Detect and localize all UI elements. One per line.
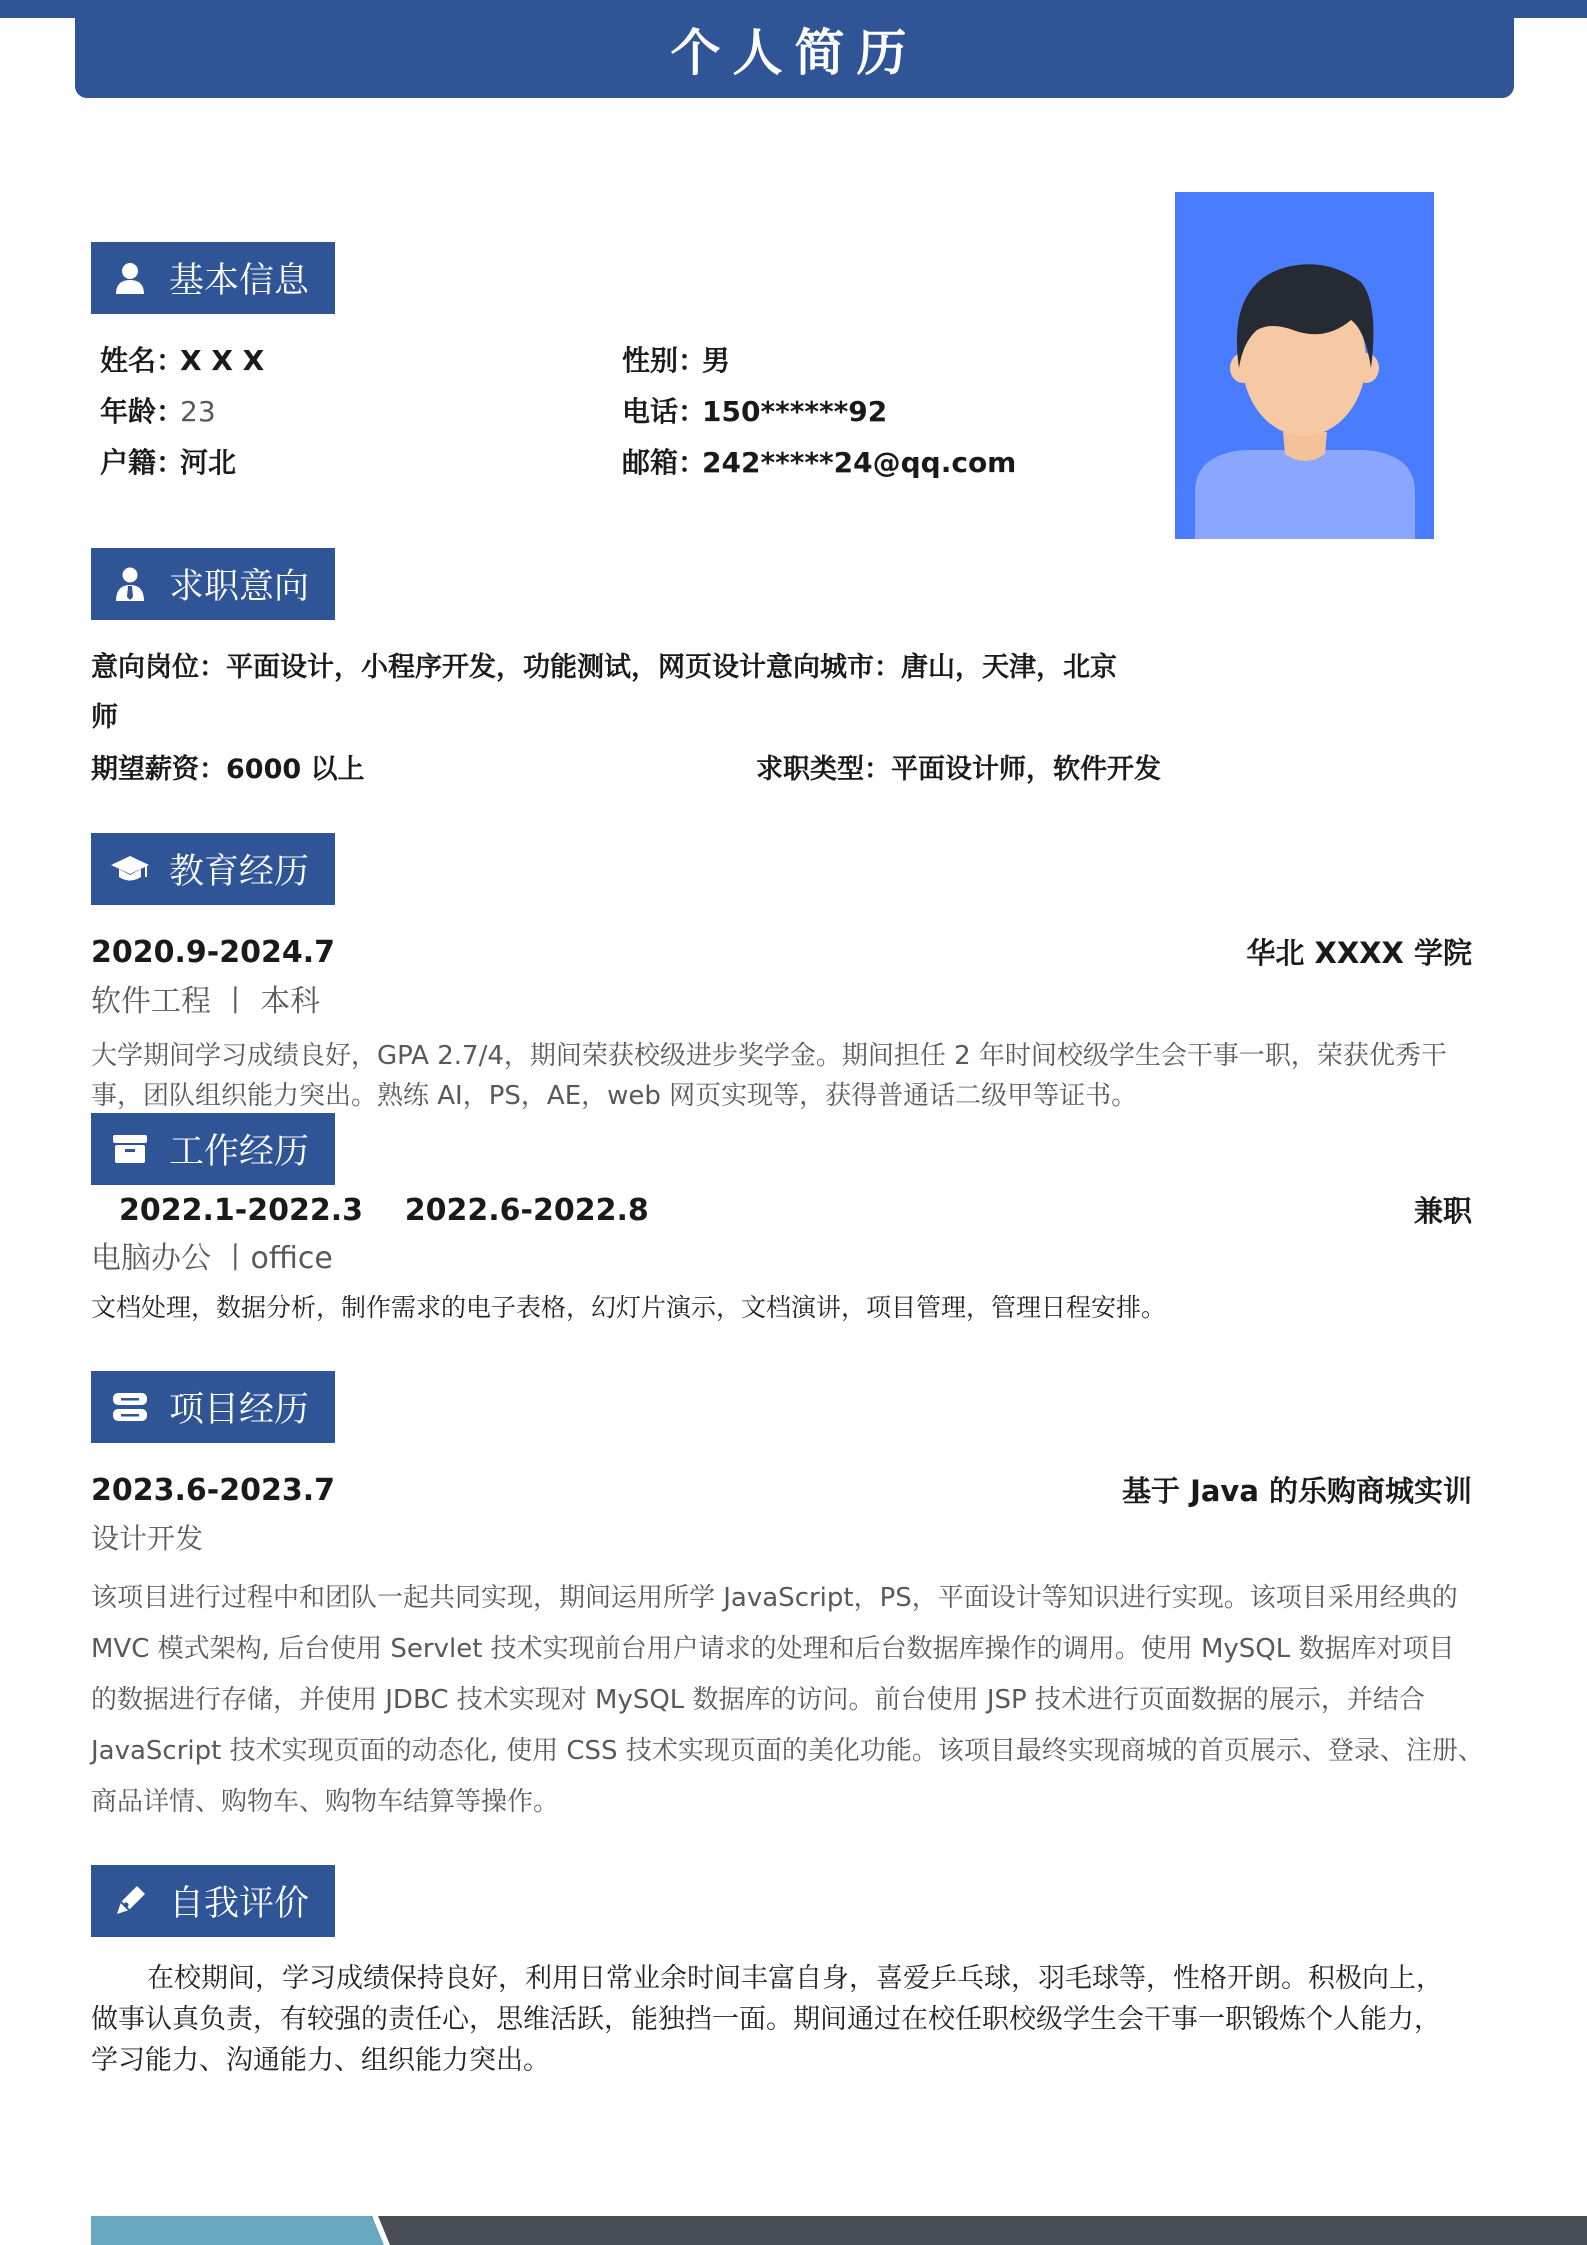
- section-header-education: 教育经历: [91, 833, 335, 905]
- age-value: 23: [180, 395, 216, 428]
- education-desc-line1: 大学期间学习成绩良好，GPA 2.7/4，期间荣获校级进步奖学金。期间担任 2 年时间校级学生会干事一职，荣获优秀干: [91, 1041, 1447, 1071]
- name-value: X X X: [180, 344, 265, 377]
- work-type: 兼职: [1413, 1194, 1472, 1228]
- project-desc-line: MVC 模式架构, 后台使用 Servlet 技术实现前台用户请求的处理和后台数据库操作的调用。使用 MySQL 数据库对项目: [91, 1634, 1455, 1664]
- user-icon: [91, 242, 169, 314]
- project-desc-line: 商品详情、购物车、购物车结算等操作。: [91, 1787, 560, 1817]
- server-icon: [91, 1371, 169, 1443]
- avatar-icon: [1175, 192, 1434, 539]
- self-eval-line: 学习能力、沟通能力、组织能力突出。: [91, 2045, 550, 2076]
- project-name: 基于 Java 的乐购商城实训: [1121, 1474, 1472, 1508]
- hometown-label: 户籍：: [100, 446, 185, 479]
- project-role: 设计开发: [91, 1522, 204, 1555]
- self-eval-line: 做事认真负责，有较强的责任心，思维活跃，能独挡一面。期间通过在校任职校级学生会干事一职锻炼个人能力，: [91, 2004, 1441, 2035]
- work-dates: 2022.1-2022.3 2022.6-2022.8: [119, 1193, 649, 1228]
- section-header-basic-info: 基本信息: [91, 242, 335, 314]
- profile-photo: [1175, 192, 1434, 539]
- work-role: 电脑办公 丨office: [91, 1241, 333, 1276]
- section-header-self-evaluation: 自我评价: [91, 1865, 335, 1937]
- pen-icon: [91, 1865, 169, 1937]
- section-header-project: 项目经历: [91, 1371, 335, 1443]
- project-desc-line: JavaScript 技术实现页面的动态化, 使用 CSS 技术实现页面的美化功能。该项目最终实现商城的首页展示、登录、注册、: [91, 1736, 1484, 1766]
- name-label: 姓名：: [100, 344, 185, 377]
- briefcase-icon: [91, 1113, 169, 1185]
- section-header-work: 工作经历: [91, 1113, 335, 1185]
- section-header-job-intent: 求职意向: [91, 548, 335, 620]
- phone-label: 电话：: [622, 395, 707, 428]
- age-label: 年龄：: [100, 395, 185, 428]
- self-eval-line: 在校期间，学习成绩保持良好，利用日常业余时间丰富自身，喜爱乒乓球，羽毛球等，性格开朗。积极向上，: [147, 1963, 1443, 1994]
- work-desc: 文档处理，数据分析，制作需求的电子表格，幻灯片演示，文档演讲，项目管理，管理日程安排。: [91, 1293, 1167, 1322]
- hometown-value: 河北: [180, 446, 237, 479]
- graduation-cap-icon: [91, 833, 169, 905]
- education-desc-line2: 事，团队组织能力突出。熟练 AI，PS，AE，web 网页实现等，获得普通话二级甲等证书。: [91, 1081, 1138, 1111]
- user-tie-icon: [91, 548, 169, 620]
- gender-label: 性别：: [622, 344, 707, 377]
- gender-value: 男: [702, 344, 731, 377]
- project-date: 2023.6-2023.7: [91, 1473, 335, 1508]
- education-date: 2020.9-2024.7: [91, 935, 335, 970]
- email-label: 邮箱：: [622, 446, 707, 479]
- intent-positions-wrap: 师: [91, 702, 118, 733]
- footer-bar-teal: [91, 2216, 390, 2245]
- intent-salary: 期望薪资：6000 以上: [91, 754, 365, 785]
- intent-positions: 意向岗位：平面设计，小程序开发，功能测试，网页设计意向城市：唐山，天津，北京: [91, 652, 1117, 683]
- email-value: 242*****24@qq.com: [702, 446, 1017, 479]
- intent-type: 求职类型：平面设计师，软件开发: [756, 754, 1161, 785]
- education-school: 华北 XXXX 学院: [1246, 936, 1472, 970]
- education-major: 软件工程 丨 本科: [91, 984, 321, 1019]
- project-desc-line: 该项目进行过程中和团队一起共同实现，期间运用所学 JavaScript，PS，平面设计等知识进行实现。该项目采用经典的: [91, 1583, 1458, 1613]
- page-title: 个人简历: [75, 0, 1514, 98]
- footer-bar-dark: [360, 2216, 1587, 2245]
- phone-value: 150******92: [702, 395, 888, 428]
- project-desc-line: 的数据进行存储，并使用 JDBC 技术实现对 MySQL 数据库的访问。前台使用 JSP 技术进行页面数据的展示，并结合: [91, 1685, 1425, 1715]
